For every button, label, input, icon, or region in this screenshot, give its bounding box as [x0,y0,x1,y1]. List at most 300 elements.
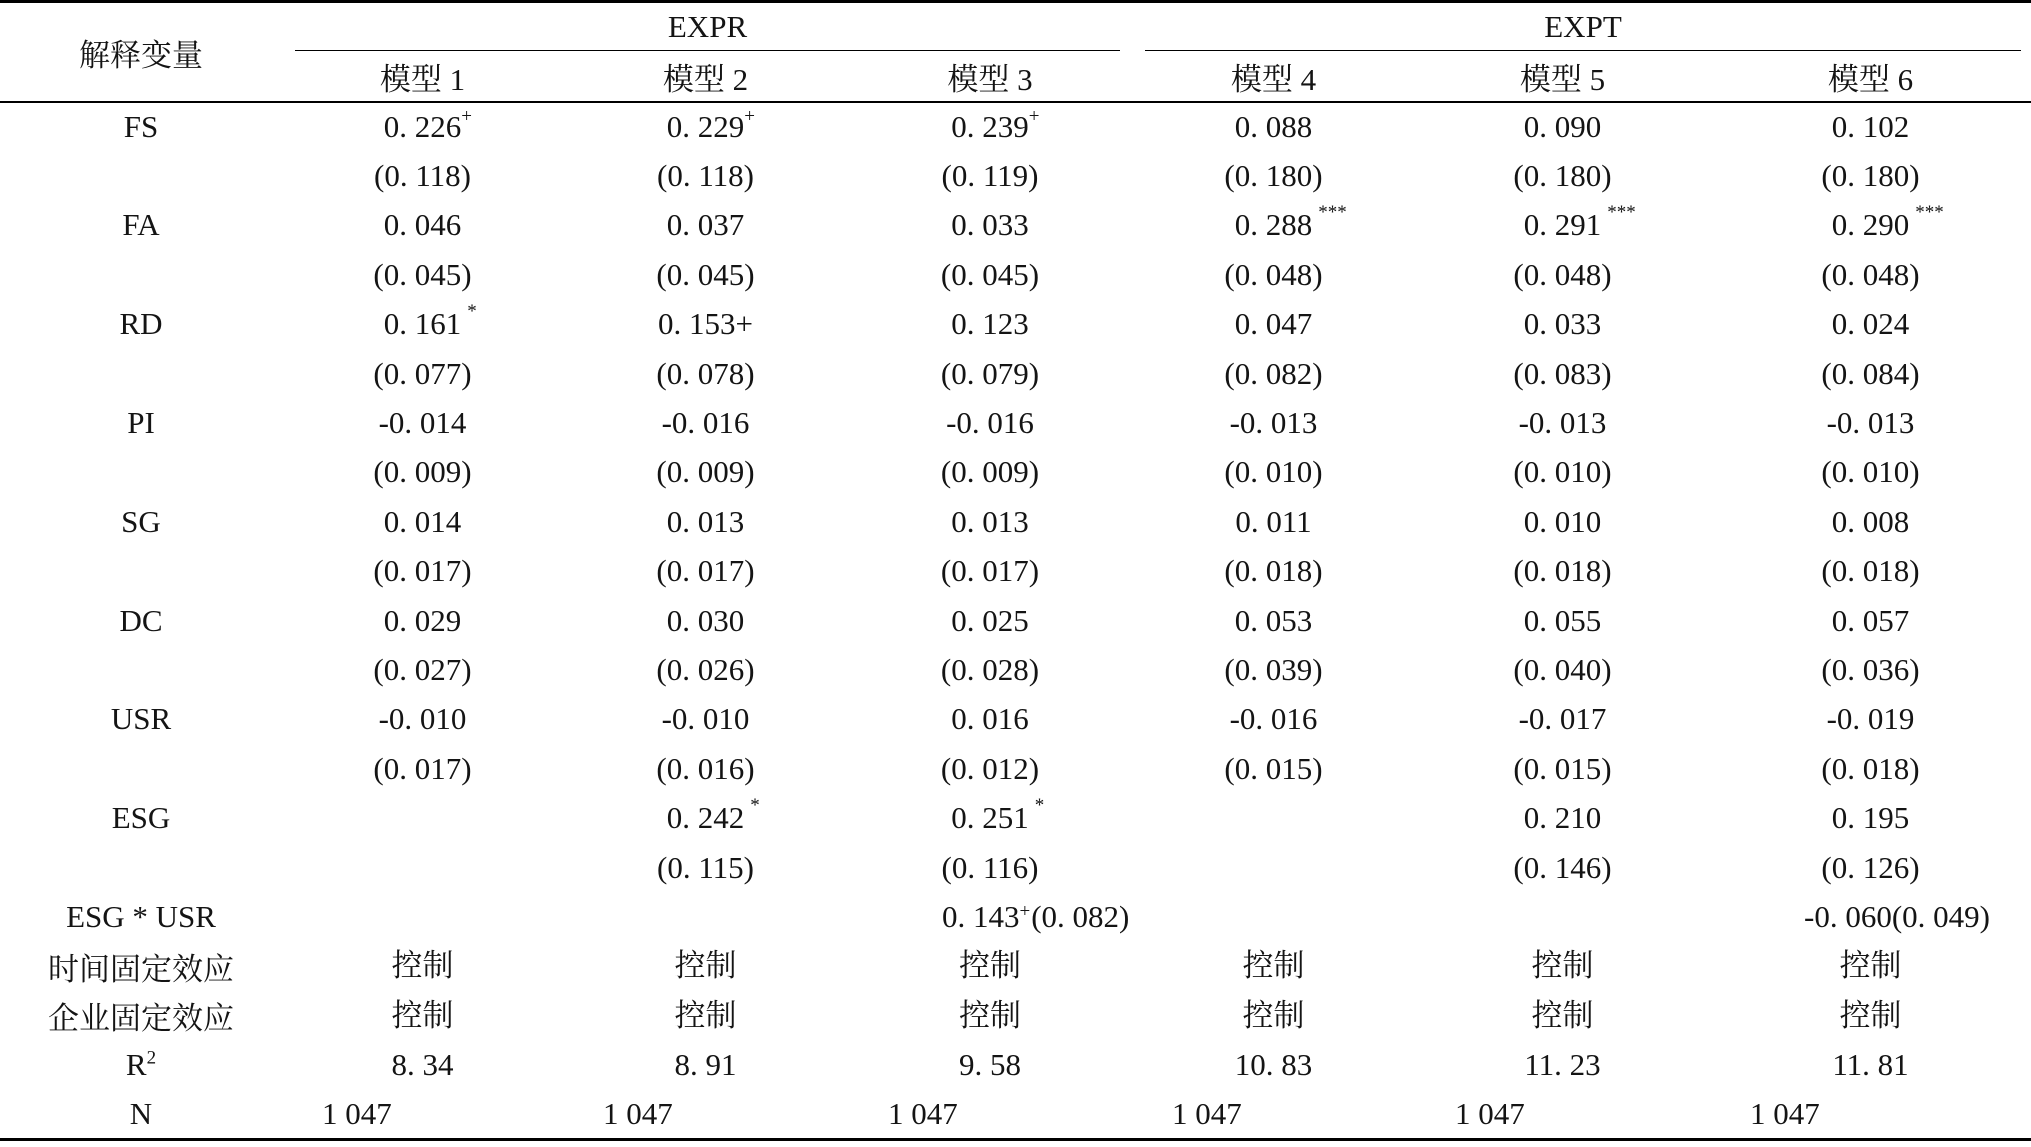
cell-value: (0. 119) [941,158,1039,194]
value-cell [1710,793,2031,842]
value-cell [563,201,848,250]
cell-value: (0. 009) [656,454,755,490]
row-label-text: FS [123,109,159,145]
value-wrap [392,999,454,1033]
value-wrap [379,406,467,440]
value-cell [563,398,848,447]
value-cell [282,448,563,497]
cell-value: (0. 146) [1513,849,1612,885]
value-cell [848,151,1132,200]
value-wrap [1524,505,1602,539]
value-wrap [1821,357,1919,391]
cell-value: 1 047 [888,1095,958,1131]
cell-value: 0. 047 [1234,306,1313,342]
cell-value: -0. 013 [1826,405,1915,441]
value-cell [1132,201,1415,250]
cell-value: 0. 251 [951,800,1029,836]
value-wrap [1513,455,1611,489]
header-group-expr-label: EXPR [295,4,1120,51]
standard-error: (0. 082) [1031,898,1130,934]
header-group-expt [1132,2,2031,52]
value-wrap [959,999,1021,1033]
value-cell [1132,448,1415,497]
header-row-groups [0,2,2031,52]
cell-value: 控制 [1531,997,1594,1033]
header-model-3: 模型 3 [848,51,1132,102]
cell-value: 0. 010 [1523,503,1602,539]
cell-value: (0. 016) [656,750,755,786]
row-label [0,744,282,793]
value-cell [848,892,1132,941]
value-wrap [1524,604,1602,638]
table-row [0,1040,2031,1089]
value-wrap [1235,1048,1313,1082]
value-wrap [1455,1097,1525,1131]
value-cell [563,991,848,1040]
cell-value: 1 047 [322,1095,392,1131]
value-cell [1415,695,1710,744]
value-cell [563,892,848,941]
value-cell [1710,843,2031,892]
row-label [0,448,282,497]
value-cell [1415,398,1710,447]
value-wrap [951,106,1040,145]
row-label [0,151,282,200]
cell-value: (0. 180) [1513,158,1612,194]
value-wrap [942,159,1039,193]
table-row [0,991,2031,1040]
value-wrap [373,653,471,687]
cell-value: 0. 024 [1831,306,1910,342]
cell-value: 0. 033 [951,207,1029,243]
row-label-text: PI [127,405,155,441]
table-row [0,497,2031,546]
value-wrap [888,1097,958,1131]
value-cell [848,497,1132,546]
value-wrap [656,554,754,588]
value-wrap [1750,1097,1820,1131]
significance-mark: * [467,301,477,323]
cell-value: 0. 288 [1234,207,1313,243]
cell-value: 0. 013 [666,503,745,539]
cell-value: (0. 077) [373,355,472,391]
cell-value: (0. 027) [373,651,472,687]
value-cell [1415,596,1710,645]
value-cell [1415,1090,1710,1139]
cell-value: 0. 037 [666,207,745,243]
value-cell [1132,991,1415,1040]
value-cell [563,744,848,793]
value-wrap [384,208,462,242]
cell-value: 0. 102 [1831,109,1910,145]
cell-value: 控制 [1839,948,1902,984]
value-wrap [1832,604,1910,638]
value-cell [1710,1090,2031,1139]
value-wrap [662,406,750,440]
value-wrap [656,653,754,687]
row-label [0,596,282,645]
value-cell [1710,398,2031,447]
value-cell [1415,250,1710,299]
header-model-4: 模型 4 [1132,51,1415,102]
value-wrap [384,505,462,539]
value-wrap [1532,949,1594,983]
value-cell [1710,497,2031,546]
value-cell [1710,695,2031,744]
table-row [0,1090,2031,1139]
cell-value: 0. 210 [1523,800,1602,836]
value-wrap [951,795,1045,836]
value-cell [1415,744,1710,793]
value-wrap [941,752,1039,786]
value-wrap [951,307,1029,341]
cell-value: (0. 009) [940,454,1040,490]
cell-value: -0. 060 [1804,898,1892,934]
row-label [0,843,282,892]
value-cell [848,349,1132,398]
value-wrap [1513,258,1611,292]
table-row [0,300,2031,349]
value-cell [848,547,1132,596]
value-wrap [667,604,745,638]
value-cell [1415,942,1710,991]
significance-mark: + [1019,900,1031,922]
value-wrap [1532,999,1594,1033]
value-wrap [1821,752,1919,786]
value-wrap [1235,505,1311,539]
cell-value: (0. 026) [656,651,755,687]
value-cell [1415,300,1710,349]
cell-value: (0. 045) [373,256,472,292]
cell-value: 0. 226 [383,109,462,145]
value-cell [282,151,563,200]
header-row-models [0,51,2031,102]
cell-value: (0. 018) [1513,553,1612,589]
value-wrap [383,106,472,145]
value-cell [1132,349,1415,398]
value-cell [563,349,848,398]
cell-value: (0. 115) [657,849,754,885]
row-label [0,300,282,349]
value-wrap [374,159,471,193]
value-cell [1132,793,1415,842]
value-wrap [1840,949,1902,983]
cell-value: 控制 [959,997,1021,1033]
cell-value: (0. 048) [1821,256,1920,292]
value-wrap [951,505,1029,539]
cell-value: (0. 010) [1224,454,1323,490]
value-cell [563,695,848,744]
value-wrap [1827,702,1915,736]
table-row [0,695,2031,744]
value-cell [563,448,848,497]
value-cell [1710,250,2031,299]
significance-mark: *** [1915,202,1944,224]
cell-value: (0. 039) [1224,651,1323,687]
cell-value: 0. 143 [942,898,1020,934]
cell-value: 0. 033 [1523,306,1602,342]
row-label [0,102,282,151]
value-cell [563,1090,848,1139]
value-cell [1132,547,1415,596]
value-wrap [1513,851,1611,885]
value-cell [848,1040,1132,1089]
value-cell [1415,201,1710,250]
cell-value: 0. 161 [383,306,462,342]
value-cell [1132,744,1415,793]
value-wrap [941,357,1039,391]
table-row [0,793,2031,842]
cell-value: 0. 291 [1523,207,1602,243]
value-wrap [1832,801,1910,835]
cell-value: 0. 008 [1831,503,1910,539]
cell-value: 0. 016 [951,701,1029,737]
header-group-expr [282,2,1132,52]
value-cell [1710,1040,2031,1089]
value-cell [1710,201,2031,250]
value-wrap [657,159,754,193]
value-wrap [1832,110,1910,144]
header-group-expt-label: EXPT [1145,4,2021,51]
value-cell [1415,547,1710,596]
significance-mark: + [744,106,755,128]
value-cell [1415,448,1710,497]
row-label [0,547,282,596]
value-cell [848,695,1132,744]
row-label [0,942,282,991]
value-wrap [1243,999,1305,1033]
value-cell [1710,300,2031,349]
value-wrap [951,604,1029,638]
value-wrap [1821,653,1919,687]
value-cell [1710,102,2031,151]
value-cell [1132,942,1415,991]
cell-value: 0. 229 [666,109,745,145]
value-wrap [373,455,471,489]
cell-value: 0. 242 [666,800,745,836]
cell-value: (0. 009) [373,454,472,490]
value-cell [848,645,1132,694]
cell-value: -0. 019 [1826,701,1915,737]
significance-mark: *** [1607,202,1636,224]
header-variable: 解释变量 [0,2,282,103]
value-cell [1415,892,1710,941]
cell-value: (0. 180) [1821,158,1920,194]
row-label [0,349,282,398]
cell-value: 0. 046 [383,207,462,243]
value-wrap [1519,702,1607,736]
value-wrap [1513,752,1611,786]
cell-value: -0. 016 [661,405,750,441]
value-wrap [1513,653,1611,687]
value-wrap [1840,999,1902,1033]
value-cell [282,497,563,546]
cell-value: (0. 118) [374,158,471,194]
value-cell [282,744,563,793]
cell-value: 0. 013 [951,503,1029,539]
value-wrap [941,258,1039,292]
value-cell [1710,349,2031,398]
value-wrap [942,851,1039,885]
cell-value: -0. 010 [661,701,750,737]
cell-value: 控制 [674,948,737,984]
value-cell [1132,892,1415,941]
value-cell [282,201,563,250]
value-wrap [657,851,754,885]
cell-value: -0. 016 [1229,701,1318,737]
row-label-text: DC [119,602,163,638]
cell-value: (0. 017) [373,553,472,589]
standard-error: (0. 049) [1891,898,1990,934]
value-wrap [1513,554,1611,588]
row-label-text: USR [110,701,172,737]
table-row [0,645,2031,694]
value-wrap [392,949,454,983]
cell-value: (0. 082) [1224,355,1323,391]
cell-value: (0. 045) [656,256,755,292]
table-row [0,942,2031,991]
cell-value: 1 047 [603,1095,673,1131]
significance-mark: + [461,106,472,128]
value-cell [282,102,563,151]
value-cell [1132,102,1415,151]
cell-value: (0. 036) [1821,651,1920,687]
cell-value: 控制 [1531,948,1594,984]
value-cell [1132,151,1415,200]
row-label-text: FA [122,207,160,243]
value-cell [848,300,1132,349]
value-wrap [1821,851,1919,885]
value-cell [563,843,848,892]
value-cell [848,596,1132,645]
value-cell [282,300,563,349]
value-cell [282,349,563,398]
value-wrap [1513,159,1611,193]
table-header [0,2,2031,103]
row-label [0,1090,282,1139]
cell-value: (0. 017) [373,750,472,786]
table-row [0,744,2031,793]
value-cell [848,201,1132,250]
cell-value: 控制 [391,997,454,1033]
value-wrap [1524,801,1602,835]
cell-value: 0. 195 [1831,800,1910,836]
cell-value: (0. 045) [940,256,1040,292]
value-wrap [1832,1048,1908,1082]
row-label [0,250,282,299]
cell-value: (0. 079) [940,355,1040,391]
value-wrap [1513,357,1611,391]
value-wrap [1821,455,1919,489]
value-cell [563,1040,848,1089]
value-wrap [1804,900,1990,934]
value-cell [563,102,848,151]
value-wrap [675,1048,737,1082]
value-cell [1132,843,1415,892]
row-label-text: 企业固定效应 [48,1001,234,1037]
cell-value: -0. 013 [1518,405,1607,441]
value-wrap [662,702,750,736]
table-row [0,596,2031,645]
value-wrap [666,106,755,145]
value-wrap [1827,406,1915,440]
table-row [0,892,2031,941]
cell-value: (0. 083) [1513,355,1612,391]
cell-value: -0. 014 [378,405,467,441]
value-wrap [1832,505,1910,539]
value-cell [282,1040,563,1089]
cell-value: 0. 055 [1523,602,1602,638]
value-cell [282,942,563,991]
value-cell [848,942,1132,991]
value-wrap [959,1048,1021,1082]
value-wrap [658,307,753,341]
cell-value: (0. 015) [1513,750,1612,786]
value-cell [848,398,1132,447]
cell-value: (0. 018) [1821,553,1920,589]
value-wrap [666,795,760,836]
value-wrap [1832,307,1910,341]
table-row [0,398,2031,447]
value-wrap [1224,653,1322,687]
table-row [0,102,2031,151]
table-row [0,250,2031,299]
cell-value: 控制 [1242,948,1305,984]
significance-mark: * [1034,795,1045,817]
value-wrap [1524,110,1602,144]
cell-value: (0. 180) [1224,158,1323,194]
value-wrap [1224,159,1322,193]
row-label-text: ESG [111,800,171,836]
cell-value: (0. 012) [940,750,1040,786]
value-cell [563,596,848,645]
value-wrap [656,357,754,391]
value-cell [282,892,563,941]
value-wrap [603,1097,673,1131]
value-cell [1710,744,2031,793]
value-cell [282,596,563,645]
value-cell [1132,250,1415,299]
value-cell [1415,349,1710,398]
value-cell [1132,596,1415,645]
value-wrap [1821,159,1919,193]
value-cell [563,645,848,694]
row-label [0,991,282,1040]
cell-value: 控制 [391,948,454,984]
value-wrap [1519,406,1607,440]
row-label-superscript: 2 [146,1047,157,1069]
value-cell [1710,892,2031,941]
row-label [0,695,282,744]
value-wrap [941,653,1039,687]
value-cell [1132,695,1415,744]
value-wrap [667,505,745,539]
value-cell [282,695,563,744]
value-cell [1710,448,2031,497]
table-body [0,102,2031,1139]
cell-value: 0. 057 [1831,602,1910,638]
row-label-text: R [125,1047,147,1083]
value-wrap [941,455,1039,489]
cell-value: -0. 017 [1518,701,1607,737]
value-cell [1710,151,2031,200]
value-wrap [667,208,745,242]
cell-value: 1 047 [1172,1095,1242,1131]
value-wrap [959,949,1021,983]
value-cell [848,843,1132,892]
significance-mark: + [1028,106,1040,128]
cell-value: 0. 029 [383,602,462,638]
